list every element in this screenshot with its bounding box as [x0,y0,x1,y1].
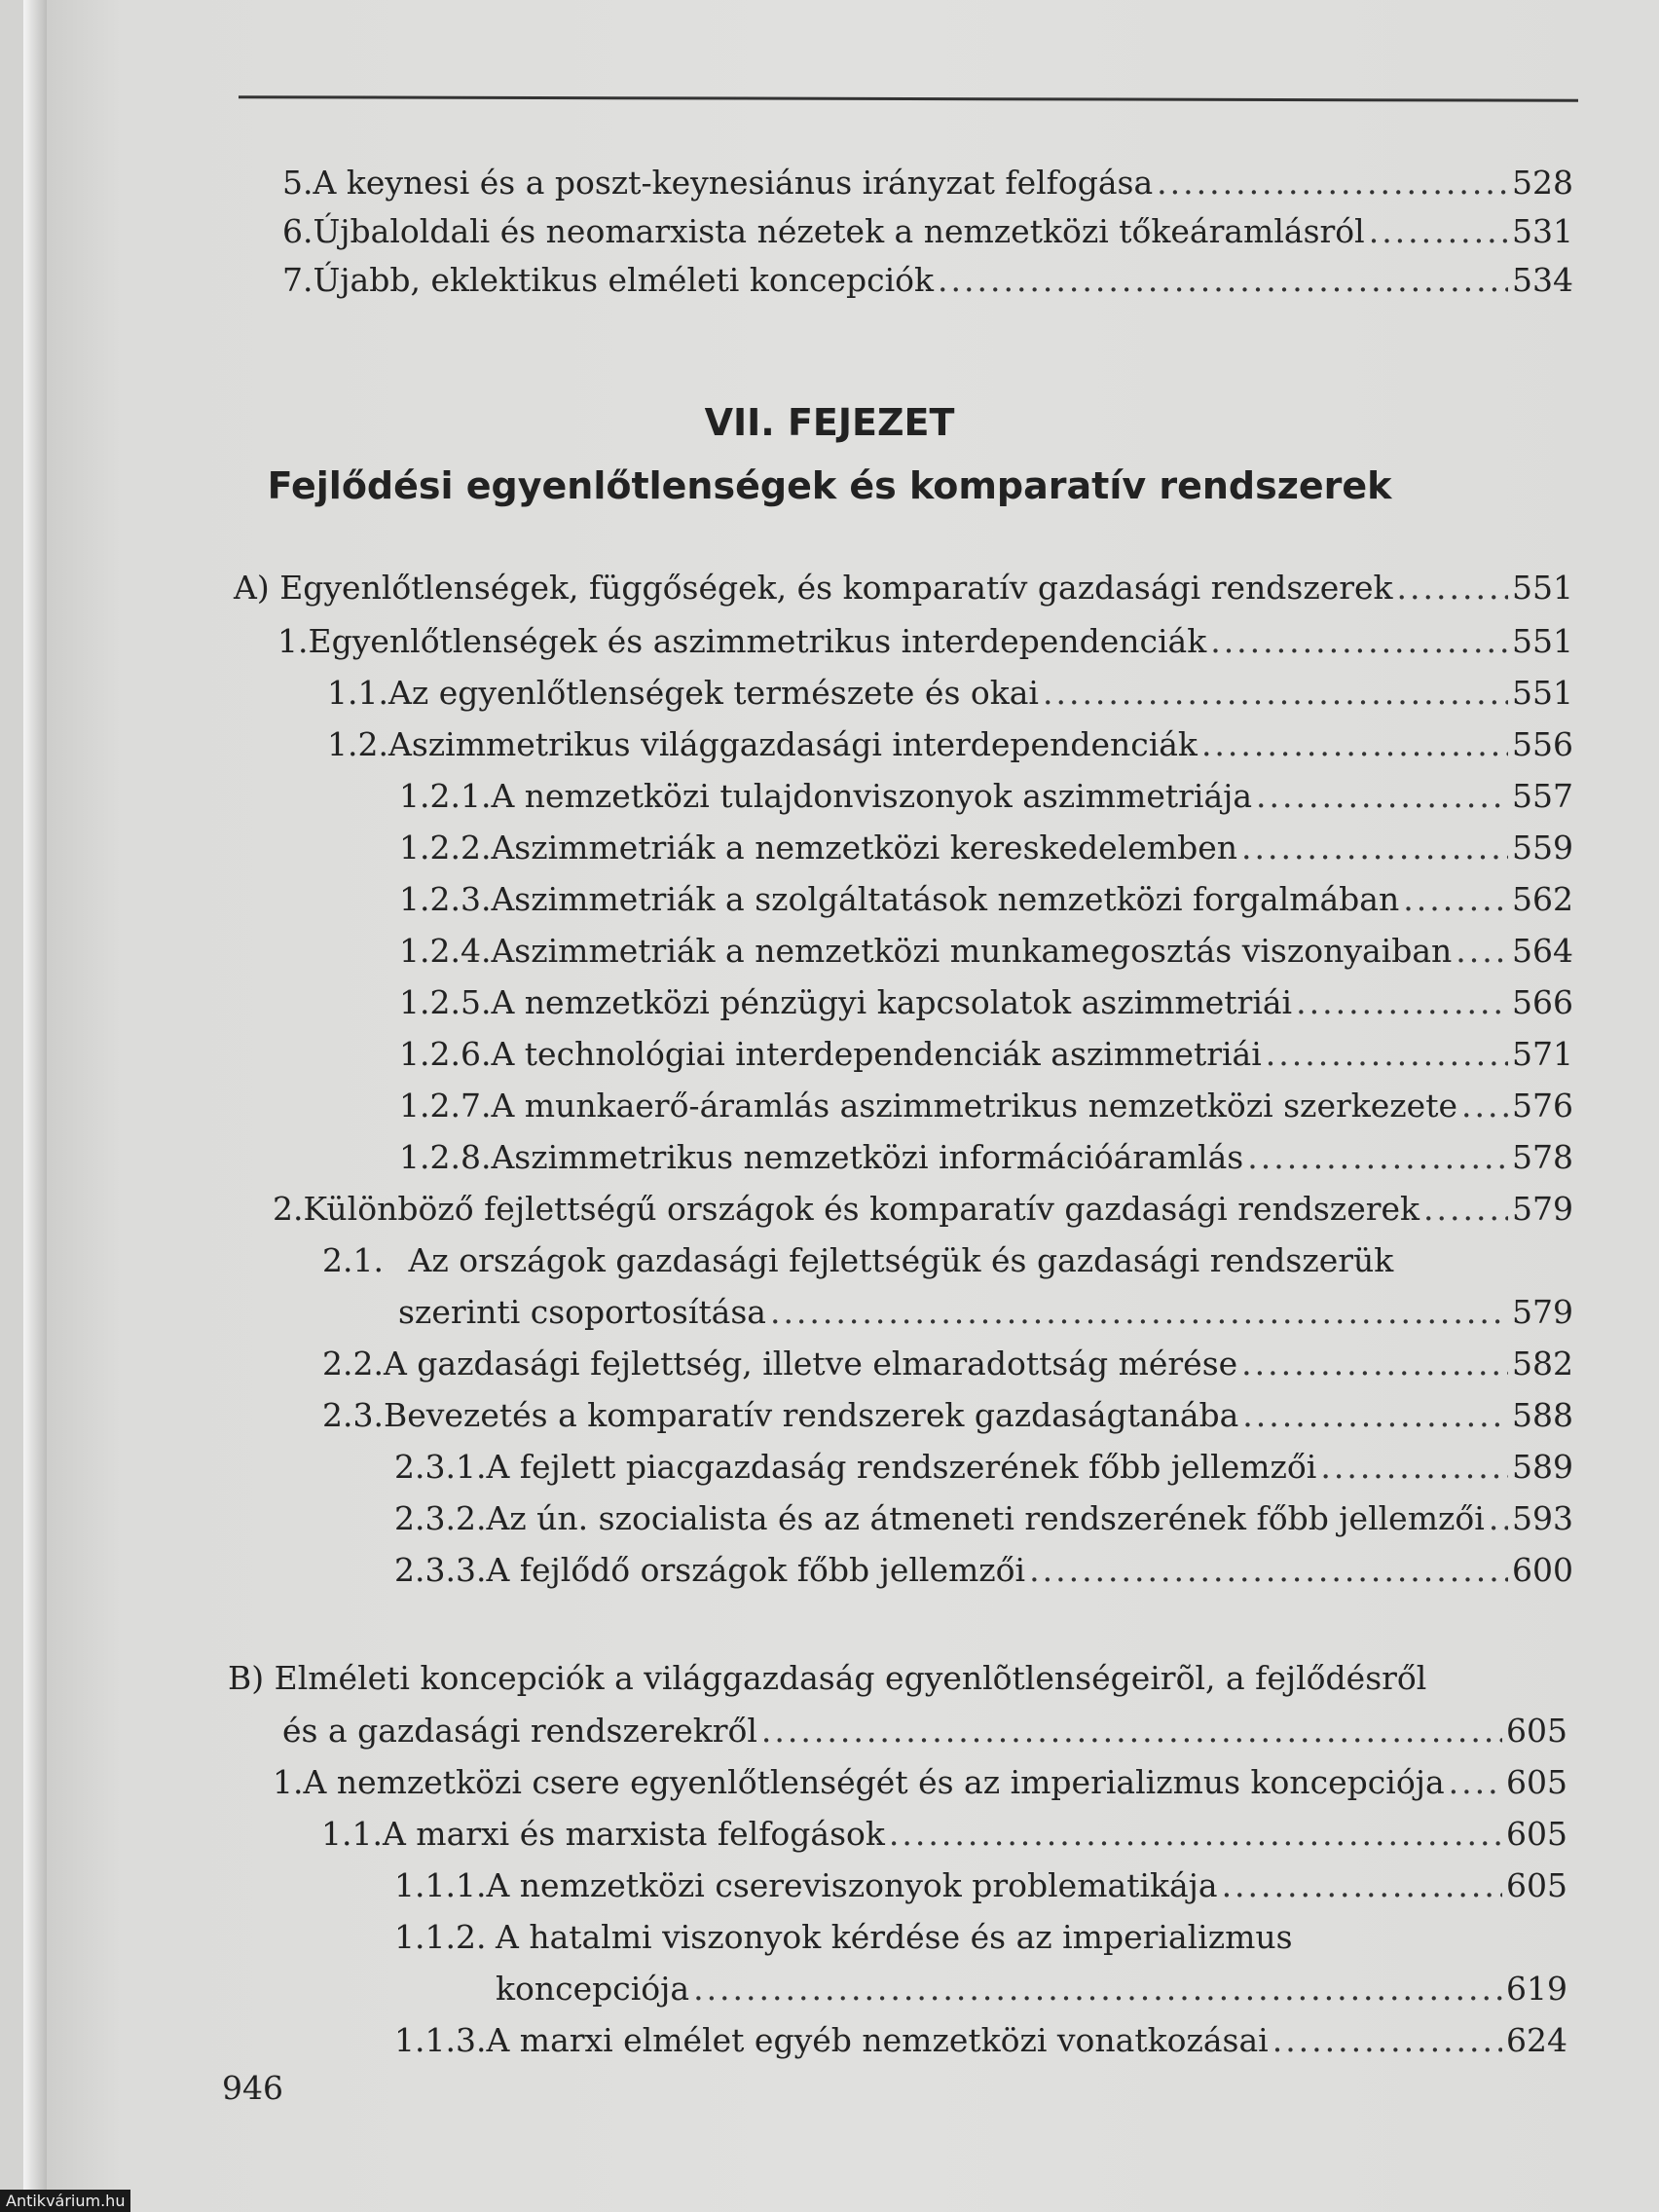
toc-entry [327,672,1573,715]
dot-leader [1201,723,1508,766]
toc-entry-first-line [322,1239,1393,1282]
toc-entry [399,1033,1573,1076]
dot-leader [1256,775,1508,818]
toc-entry-first-line [394,1916,1293,1959]
entry-title: koncepciója [496,1970,690,2008]
entry-number: 1.2.2. [399,829,492,866]
entry-title: Aszimmetrikus nemzetközi információáramlás [491,1138,1244,1176]
dot-leader [938,259,1508,302]
entry-title: Aszimmetriák a nemzetközi kereskedelemben [491,829,1237,866]
entry-title-line1: Az országok gazdasági fejlettségük és gazdasági rendszerük [408,1241,1394,1279]
entry-title: Aszimmetrikus világgazdasági interdependenciák [387,725,1198,763]
toc-entry [277,620,1573,663]
entry-number: 1. [273,1763,304,1801]
toc-entry [394,1497,1573,1540]
toc-entry [321,1813,1567,1856]
entry-title: A nemzetközi pénzügyi kapcsolatok aszimmetriái [491,983,1293,1021]
section-heading [234,567,1573,609]
dot-leader [1397,567,1508,609]
entry-page: 551 [1512,622,1573,660]
entry-number: 1. [277,622,309,660]
entry-title: szerinti csoportosítása [398,1293,766,1331]
dot-leader [1266,1033,1508,1076]
entry-number: 1.2. [327,725,388,763]
dot-leader [1272,2019,1502,2062]
entry-number: 1.1.2. [394,1918,487,1956]
toc-entry [282,210,1573,253]
dot-leader [1242,1394,1508,1437]
page-spine [23,0,47,2212]
entry-number: 1.2.5. [399,983,492,1021]
entry-number: 1.2.8. [399,1138,492,1176]
entry-number: 5. [282,164,313,202]
toc-entry [394,1864,1567,1907]
entry-page: 588 [1512,1396,1573,1434]
toc-entry [394,1446,1573,1489]
entry-number: 6. [282,212,313,250]
entry-page: 534 [1512,261,1573,299]
entry-page: 582 [1512,1345,1573,1382]
dot-leader [1456,930,1508,973]
dot-leader [770,1291,1508,1334]
dot-leader [1029,1549,1508,1592]
entry-number: 2. [273,1190,304,1228]
toc-entry [273,1188,1573,1231]
toc-entry [394,2019,1567,2062]
entry-page: 556 [1512,725,1573,763]
entry-page: 562 [1512,880,1573,918]
toc-entry [399,981,1573,1024]
dot-leader [1241,1343,1508,1385]
entry-title: Egyenlőtlenségek és aszimmetrikus interdependenciák [308,622,1207,660]
toc-entry [399,878,1573,921]
dot-leader [1403,878,1508,921]
entry-number: 1.2.7. [399,1087,492,1124]
entry-title: A marxi elmélet egyéb nemzetközi vonatkozásai [486,2021,1269,2059]
entry-page: 605 [1506,1815,1567,1853]
entry-title: Újbaloldali és neomarxista nézetek a nemzetközi tőkeáramlásról [313,212,1365,250]
dot-leader [889,1813,1502,1856]
entry-page: 589 [1512,1448,1573,1486]
entry-page: 605 [1506,1763,1567,1801]
dot-leader [1210,620,1508,663]
entry-title: A keynesi és a poszt-keynesiánus irányzat felfogása [313,164,1154,202]
entry-page: 619 [1506,1970,1567,2008]
toc-entry [282,162,1573,204]
entry-page: 578 [1512,1138,1573,1176]
entry-number: 2.1. [322,1241,384,1279]
entry-page: 571 [1512,1035,1573,1073]
entry-page: 605 [1506,1866,1567,1904]
dot-leader [1320,1446,1508,1489]
entry-title: A nemzetközi tulajdonviszonyok aszimmetriája [491,777,1253,815]
entry-number: 1.1. [321,1815,383,1853]
toc-entry [399,827,1573,869]
entry-page: 579 [1512,1190,1573,1228]
entry-number: 1.2.4. [399,932,492,970]
toc-entry [399,930,1573,973]
entry-number: 1.1.3. [394,2021,487,2059]
chapter-title: Fejlődési egyenlőtlenségek és komparatív rendszerek [267,464,1392,507]
dot-leader [1222,1864,1502,1907]
dot-leader [761,1710,1502,1752]
toc-entry [496,1968,1567,2010]
toc-entry [282,259,1573,302]
entry-title: A marxi és marxista felfogások [382,1815,885,1853]
section-title: A) Egyenlőtlenségek, függőségek, és komparatív gazdasági rendszerek [234,569,1393,607]
entry-title: Bevezetés a komparatív rendszerek gazdaságtanába [383,1396,1239,1434]
toc-entry [398,1291,1573,1334]
entry-number: 2.3.3. [394,1551,487,1589]
entry-title: A fejlődő országok főbb jellemzői [486,1551,1026,1589]
entry-number: 2.3.2. [394,1499,487,1537]
section-heading-first-line: B) Elméleti koncepciók a világgazdaság egyenlõtlenségeirõl, a fejlődésről [228,1659,1427,1697]
entry-title: Különböző fejlettségű országok és komparatív gazdasági rendszerek [303,1190,1420,1228]
dot-leader [1043,672,1508,715]
dot-leader [1157,162,1508,204]
entry-page: 564 [1512,932,1573,970]
entry-title: Aszimmetriák a nemzetközi munkamegosztás viszonyaiban [491,932,1453,970]
dot-leader [1369,210,1508,253]
page-number: 946 [222,2069,283,2107]
entry-page: 576 [1512,1087,1573,1124]
dot-leader [1247,1136,1508,1179]
entry-page: 600 [1512,1551,1573,1589]
toc-entry [394,1549,1573,1592]
entry-number: 2.3.1. [394,1448,487,1486]
entry-number: 1.2.3. [399,880,492,918]
entry-title: Aszimmetriák a szolgáltatások nemzetközi forgalmában [491,880,1400,918]
entry-page: 566 [1512,983,1573,1021]
entry-number: 1.1.1. [394,1866,487,1904]
entry-page: 551 [1512,674,1573,712]
entry-number: 2.2. [322,1345,384,1382]
section-heading [282,1710,1567,1752]
dot-leader [1423,1188,1508,1231]
entry-page: 557 [1512,777,1573,815]
dot-leader [1296,981,1508,1024]
entry-title: Az ún. szocialista és az átmeneti rendszerének főbb jellemzői [486,1499,1485,1537]
entry-page: 551 [1512,569,1573,607]
entry-number: 7. [282,261,313,299]
entry-page: 559 [1512,829,1573,866]
toc-entry [399,1136,1573,1179]
entry-number: 1.2.6. [399,1035,492,1073]
dot-leader [1461,1085,1508,1127]
entry-title: A nemzetközi csereviszonyok problematikája [486,1866,1218,1904]
entry-page: 593 [1512,1499,1573,1537]
entry-title: A technológiai interdependenciák aszimmetriái [491,1035,1262,1073]
toc-entry [322,1343,1573,1385]
entry-title: A fejlett piacgazdaság rendszerének főbb jellemzői [486,1448,1317,1486]
toc-entry [399,1085,1573,1127]
entry-number: 1.1. [327,674,388,712]
entry-title: A gazdasági fejlettség, illetve elmaradottság mérése [383,1345,1238,1382]
dot-leader [1241,827,1508,869]
section-title: és a gazdasági rendszerekről [282,1712,757,1750]
toc-entry [322,1394,1573,1437]
entry-page: 579 [1512,1293,1573,1331]
chapter-label: VII. FEJEZET [704,401,955,444]
entry-number: 2.3. [322,1396,384,1434]
toc-entry [399,775,1573,818]
entry-title: A nemzetközi csere egyenlőtlenségét és az imperializmus koncepciója [303,1763,1445,1801]
entry-title: Újabb, eklektikus elméleti koncepciók [313,261,934,299]
entry-number: 1.2.1. [399,777,492,815]
dot-leader [1489,1497,1508,1540]
toc-entry [273,1761,1567,1804]
entry-title: Az egyenlőtlenségek természete és okai [387,674,1039,712]
entry-page: 605 [1506,1712,1567,1750]
entry-page: 624 [1506,2021,1567,2059]
dot-leader [1449,1761,1502,1804]
dot-leader [693,1968,1502,2010]
toc-entry [327,723,1573,766]
entry-page: 528 [1512,164,1573,202]
entry-title: A munkaerő-áramlás aszimmetrikus nemzetközi szerkezete [491,1087,1457,1124]
entry-page: 531 [1512,212,1573,250]
watermark: Antikvárium.hu [0,2190,130,2212]
entry-title-line1: A hatalmi viszonyok kérdése és az imperializmus [496,1918,1293,1956]
